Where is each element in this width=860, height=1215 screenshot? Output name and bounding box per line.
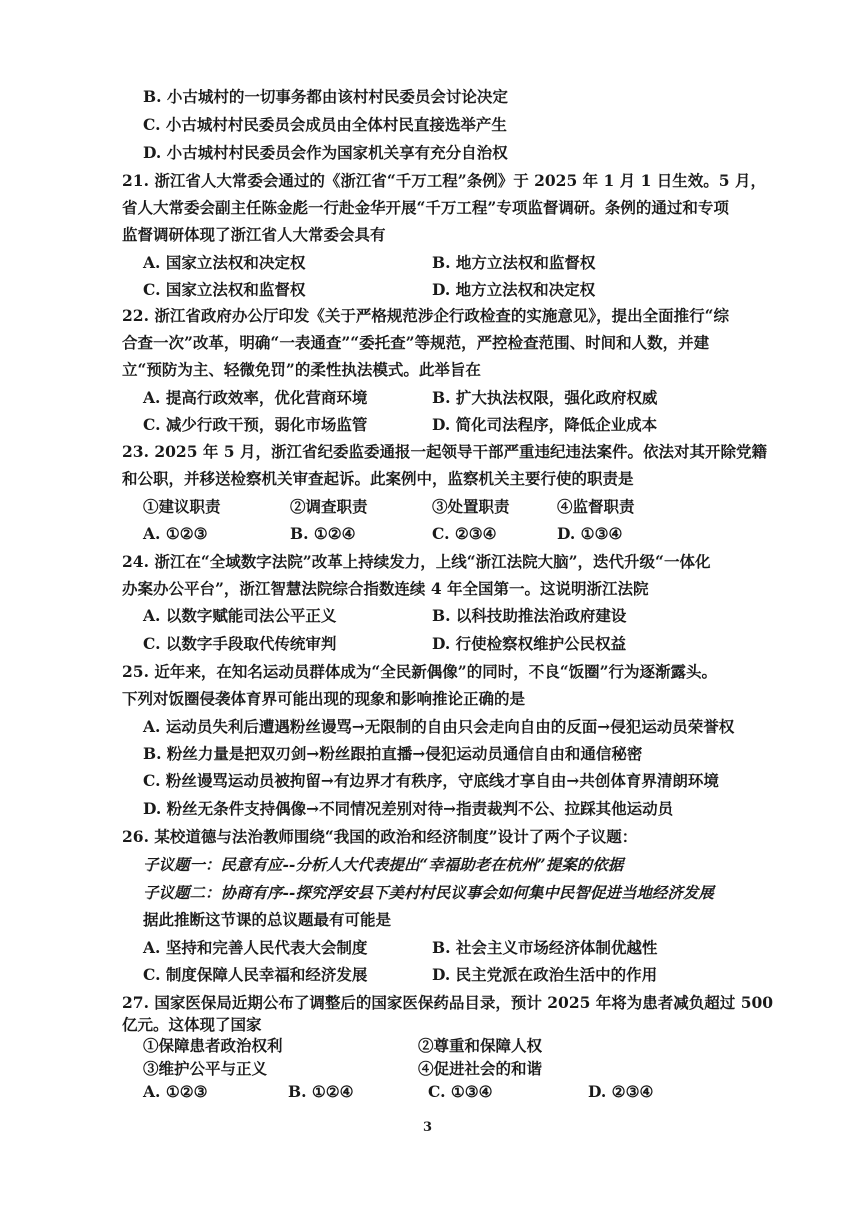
q25-option-a: A. 运动员失利后遭遇粉丝谩骂→无限制的自由只会走向自由的反面→侵犯运动员荣誉权 (143, 717, 735, 736)
q22-option-a: A. 提高行政效率，优化营商环境 (143, 388, 368, 407)
q20-option-b: B. 小古城村的一切事务都由该村村民委员会讨论决定 (143, 87, 508, 106)
q27-item-2: ②尊重和保障人权 (418, 1036, 543, 1055)
q25-option-d: D. 粉丝无条件支持偶像→不同情况差别对待→指责裁判不公、拉踩其他运动员 (143, 799, 674, 818)
q21-option-a: A. 国家立法权和决定权 (143, 253, 306, 272)
q25-option-c: C. 粉丝谩骂运动员被拘留→有边界才有秩序，守底线才享自由→共创体育界清朗环境 (143, 771, 719, 790)
q26-tail: 据此推断这节课的总议题最有可能是 (143, 910, 392, 929)
q22-stem-line-1: 22. 浙江省政府办公厅印发《关于严格规范涉企行政检查的实施意见》，提出全面推行“综 (122, 306, 730, 325)
q23-stem-line-2: 和公职，并移送检察机关审查起诉。此案例中，监察机关主要行使的职责是 (122, 469, 634, 488)
q27-item-3: ③维护公平与正义 (143, 1059, 268, 1078)
q23-item-2: ②调查职责 (290, 497, 368, 516)
q23-option-b: B. ①②④ (290, 524, 356, 543)
q26-option-c: C. 制度保障人民幸福和经济发展 (143, 965, 368, 984)
q21-stem-line-2: 省人大常委会副主任陈金彪一行赴金华开展“千万工程”专项监督调研。条例的通过和专项 (122, 198, 729, 217)
q24-option-c: C. 以数字手段取代传统审判 (143, 634, 337, 653)
q26-option-b: B. 社会主义市场经济体制优越性 (432, 938, 658, 957)
q21-stem-line-1: 21. 浙江省人大常委会通过的《浙江省“千万工程”条例》于 2025 年 1 月 1 日生效。5 月， (122, 171, 766, 190)
q25-option-b: B. 粉丝力量是把双刃剑→粉丝跟拍直播→侵犯运动员通信自由和通信秘密 (143, 744, 643, 763)
q26-sub-topic-1: 子议题一：民意有应--分析人大代表提出“幸福助老在杭州”提案的依据 (143, 855, 624, 874)
q26-option-d: D. 民主党派在政治生活中的作用 (432, 965, 658, 984)
q25-stem-line-2: 下列对饭圈侵袭体育界可能出现的现象和影响推论正确的是 (122, 689, 526, 708)
q23-option-c: C. ②③④ (432, 524, 497, 543)
q27-item-1: ①保障患者政治权利 (143, 1036, 283, 1055)
page-number: 3 (423, 1120, 433, 1135)
q24-stem-line-1: 24. 浙江在“全域数字法院”改革上持续发力，上线“浙江法院大脑”，迭代升级“一体化 (122, 552, 711, 571)
q27-option-a: A. ①②③ (143, 1082, 208, 1101)
q23-option-a: A. ①②③ (143, 524, 208, 543)
q23-option-d: D. ①③④ (557, 524, 623, 543)
q22-option-d: D. 简化司法程序，降低企业成本 (432, 415, 658, 434)
q27-stem-line-1: 27. 国家医保局近期公布了调整后的国家医保药品目录，预计 2025 年将为患者减负超过 500 (122, 993, 774, 1012)
q23-item-1: ①建议职责 (143, 497, 221, 516)
q24-stem-line-2: 办案办公平台”，浙江智慧法院综合指数连续 4 年全国第一。这说明浙江法院 (122, 579, 649, 598)
q20-option-d: D. 小古城村村民委员会作为国家机关享有充分自治权 (143, 143, 508, 162)
q23-stem-line-1: 23. 2025 年 5 月，浙江省纪委监委通报一起领导干部严重违纪违法案件。依法对其开除党籍 (122, 442, 767, 461)
q21-option-b: B. 地方立法权和监督权 (432, 253, 596, 272)
q24-option-a: A. 以数字赋能司法公平正义 (143, 606, 337, 625)
q25-stem-line-1: 25. 近年来，在知名运动员群体成为“全民新偶像”的同时，不良“饭圈”行为逐渐露头。 (122, 662, 718, 681)
q21-stem-line-3: 监督调研体现了浙江省人大常委会具有 (122, 225, 386, 244)
q27-option-b: B. ①②④ (288, 1082, 354, 1101)
q27-option-d: D. ②③④ (588, 1082, 654, 1101)
q22-option-c: C. 减少行政干预，弱化市场监管 (143, 415, 368, 434)
q24-option-b: B. 以科技助推法治政府建设 (432, 606, 627, 625)
q22-stem-line-3: 立“预防为主、轻微免罚”的柔性执法模式。此举旨在 (122, 360, 481, 379)
q21-option-c: C. 国家立法权和监督权 (143, 280, 306, 299)
q26-option-a: A. 坚持和完善人民代表大会制度 (143, 938, 368, 957)
q26-stem: 26. 某校道德与法治教师围绕“我国的政治和经济制度”设计了两个子议题： (122, 827, 638, 846)
q24-option-d: D. 行使检察权维护公民权益 (432, 634, 627, 653)
q22-option-b: B. 扩大执法权限，强化政府权威 (432, 388, 658, 407)
q27-item-4: ④促进社会的和谐 (418, 1059, 543, 1078)
q27-option-c: C. ①③④ (428, 1082, 493, 1101)
q23-item-3: ③处置职责 (432, 497, 510, 516)
q22-stem-line-2: 合查一次”改革，明确“一表通查”“委托查”等规范，严控检查范围、时间和人数，并建 (122, 333, 710, 352)
q21-option-d: D. 地方立法权和决定权 (432, 280, 596, 299)
q20-option-c: C. 小古城村村民委员会成员由全体村民直接选举产生 (143, 115, 507, 134)
q26-sub-topic-2: 子议题二：协商有序--探究浮安县下美村村民议事会如何集中民智促进当地经济发展 (143, 883, 714, 902)
q27-stem-line-2: 亿元。这体现了国家 (122, 1015, 262, 1034)
q23-item-4: ④监督职责 (557, 497, 635, 516)
